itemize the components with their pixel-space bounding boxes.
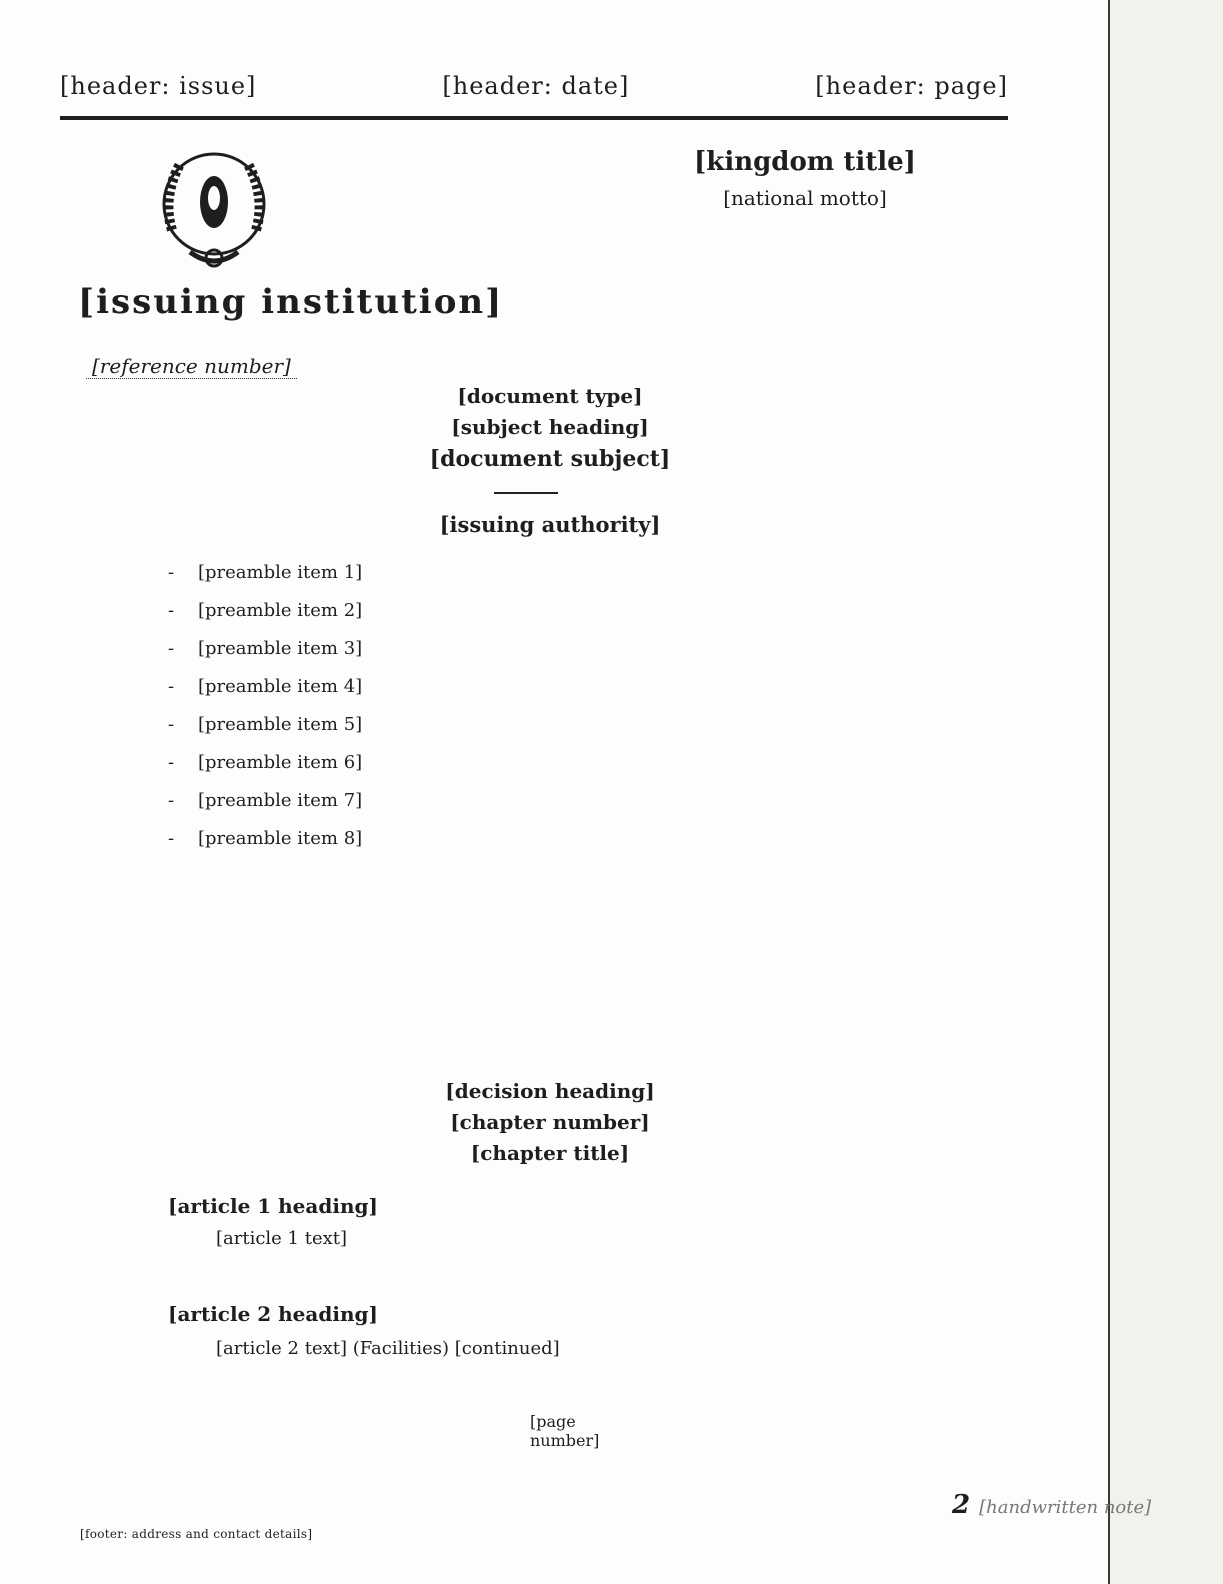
- decision-block: [300, 1076, 800, 1169]
- reference-number: [86, 354, 297, 378]
- preamble-item: - [preamble item 8]: [168, 822, 918, 856]
- document-title-block: [200, 380, 900, 476]
- annotation-small: [handwritten note]: [979, 1497, 1152, 1518]
- reference-number-value: [reference number]: [86, 354, 297, 379]
- page-edge: [1108, 0, 1110, 1584]
- kingdom-motto-block: [640, 144, 970, 216]
- page-number: [page number]: [530, 1412, 600, 1450]
- preamble-list: [168, 556, 918, 860]
- article-1-body: [article 1 text]: [216, 1228, 348, 1249]
- preamble-item: - [preamble item 7]: [168, 784, 918, 818]
- title-divider: [494, 492, 558, 494]
- emblem-logo: [150, 138, 278, 278]
- header-rule: [60, 116, 1008, 120]
- preamble-item: - [preamble item 5]: [168, 708, 918, 742]
- footer-contact: [footer: address and contact details]: [80, 1527, 313, 1541]
- annotation-main: 2: [952, 1490, 971, 1520]
- national-motto: [national motto]: [723, 186, 887, 210]
- issuer-name: [issuing institution]: [78, 282, 504, 322]
- article-2-heading: [article 2 heading]: [168, 1302, 378, 1326]
- article-1-heading: [article 1 heading]: [168, 1194, 378, 1218]
- decision-heading: [decision heading]: [445, 1079, 655, 1103]
- preamble-item: - [preamble item 4]: [168, 670, 918, 704]
- preamble-item: - [preamble item 3]: [168, 632, 918, 666]
- chapter-number: [chapter number]: [450, 1110, 650, 1134]
- article-2-body: [article 2 text] (Facilities) [continued]: [216, 1338, 560, 1359]
- kingdom-title: [kingdom title]: [694, 147, 916, 177]
- chapter-title: [chapter title]: [470, 1141, 630, 1165]
- header-date: [header: date]: [442, 72, 630, 100]
- running-header: [60, 62, 1008, 110]
- header-issue: [header: issue]: [60, 72, 257, 100]
- header-page: [header: page]: [815, 72, 1008, 100]
- document-subject: [document subject]: [429, 446, 671, 472]
- preamble-item: - [preamble item 6]: [168, 746, 918, 780]
- document-about: [subject heading]: [451, 415, 649, 439]
- preamble-item: - [preamble item 1]: [168, 556, 918, 590]
- issuing-authority: [issuing authority]: [439, 512, 661, 537]
- document-type: [document type]: [457, 384, 643, 408]
- preamble-item: - [preamble item 2]: [168, 594, 918, 628]
- page-margin-shadow: [1108, 0, 1223, 1584]
- handwritten-annotation: [952, 1490, 1151, 1520]
